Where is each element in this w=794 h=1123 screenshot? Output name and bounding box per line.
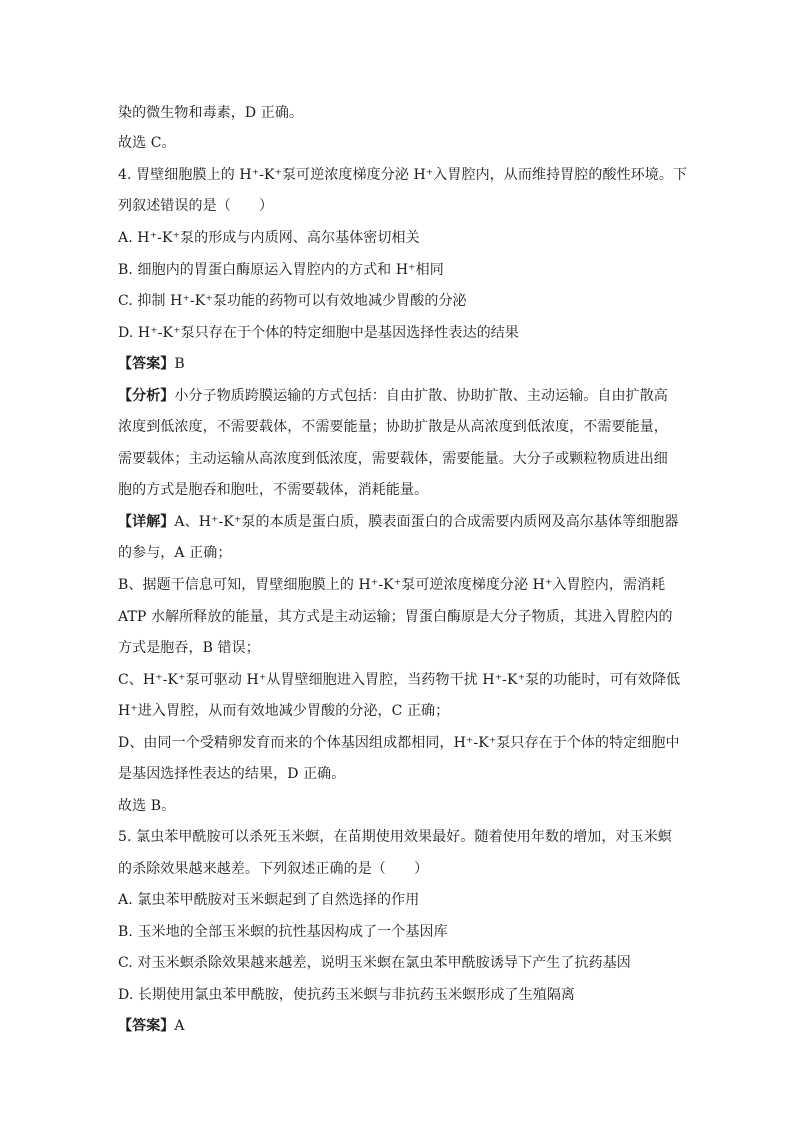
analysis-text: 需要载体；主动运输从高浓度到低浓度，需要载体，需要能量。大分子或颗粒物质进出细 (118, 451, 668, 467)
analysis-tag: 【分析】 (118, 388, 175, 404)
answer-line (118, 1017, 678, 1035)
detail-line (118, 513, 678, 531)
question-5-option-b: B. 玉米地的全部玉米螟的抗性基因构成了一个基因库 (118, 924, 448, 940)
detail-tag: 【详解】 (118, 514, 175, 530)
detail-text: A、H⁺-K⁺泵的本质是蛋白质，膜表面蛋白的合成需要内质网及高尔基体等细胞器 (174, 514, 679, 530)
analysis-text: 胞的方式是胞吞和胞吐，不需要载体，消耗能量。 (118, 482, 429, 498)
detail-text: 是基因选择性表达的结果，D 正确。 (118, 766, 346, 782)
detail-text: ATP 水解所释放的能量，其方式是主动运输；胃蛋白酶原是大分子物质，其进入胃腔内的 (118, 609, 673, 625)
answer-value: B (174, 356, 185, 372)
answer-tag: 【答案】 (118, 1018, 175, 1034)
text-line: 染的微生物和毒素，D 正确。 (118, 105, 304, 121)
question-5-option-a: A. 氯虫苯甲酰胺对玉米螟起到了自然选择的作用 (118, 892, 420, 908)
question-5-stem: 的杀除效果越来越差。下列叙述正确的是（ ） (118, 861, 429, 877)
analysis-text: 浓度到低浓度，不需要载体，不需要能量；协助扩散是从高浓度到低浓度，不需要能量， (118, 419, 668, 435)
question-4-option-c: C. 抑制 H⁺-K⁺泵功能的药物可以有效地减少胃酸的分泌 (118, 293, 467, 309)
answer-line (118, 355, 678, 373)
question-4-option-b: B. 细胞内的胃蛋白酶原运入胃腔内的方式和 H⁺相同 (118, 262, 444, 278)
answer-value: A (174, 1018, 185, 1034)
question-5-stem: 5. 氯虫苯甲酰胺可以杀死玉米螟，在苗期使用效果最好。随着使用年数的增加，对玉米螟 (118, 829, 672, 845)
text-line: 故选 B。 (118, 798, 176, 814)
detail-text: 的参与，A 正确； (118, 545, 232, 561)
question-4-option-a: A. H⁺-K⁺泵的形成与内质网、高尔基体密切相关 (118, 230, 420, 246)
detail-text: H⁺进入胃腔，从而有效地减少胃酸的分泌，C 正确； (118, 703, 450, 719)
text-line: 故选 C。 (118, 135, 176, 151)
analysis-line (118, 387, 678, 405)
detail-text: 方式是胞吞，B 错误； (118, 640, 260, 656)
analysis-text: 小分子物质跨膜运输的方式包括：自由扩散、协助扩散、主动运输。自由扩散高 (174, 388, 668, 404)
answer-tag: 【答案】 (118, 356, 175, 372)
detail-text: B、据题干信息可知，胃壁细胞膜上的 H⁺-K⁺泵可逆浓度梯度分泌 H⁺入胃腔内，需消耗 (118, 577, 666, 593)
detail-text: D、由同一个受精卵发育而来的个体基因组成都相同，H⁺-K⁺泵只存在于个体的特定细胞中 (118, 735, 680, 751)
detail-text: C、H⁺-K⁺泵可驱动 H⁺从胃壁细胞进入胃腔，当药物干扰 H⁺-K⁺泵的功能时，可有效降低 (118, 672, 681, 688)
question-4-stem: 4. 胃壁细胞膜上的 H⁺-K⁺泵可逆浓度梯度分泌 H⁺入胃腔内，从而维持胃腔的酸性环境。下 (118, 167, 688, 183)
question-4-stem: 列叙述错误的是（ ） (118, 198, 274, 214)
question-4-option-d: D. H⁺-K⁺泵只存在于个体的特定细胞中是基因选择性表达的结果 (118, 325, 520, 341)
question-5-option-c: C. 对玉米螟杀除效果越来越差，说明玉米螟在氯虫苯甲酰胺诱导下产生了抗药基因 (118, 955, 631, 971)
question-5-option-d: D. 长期使用氯虫苯甲酰胺，使抗药玉米螟与非抗药玉米螟形成了生殖隔离 (118, 987, 576, 1003)
